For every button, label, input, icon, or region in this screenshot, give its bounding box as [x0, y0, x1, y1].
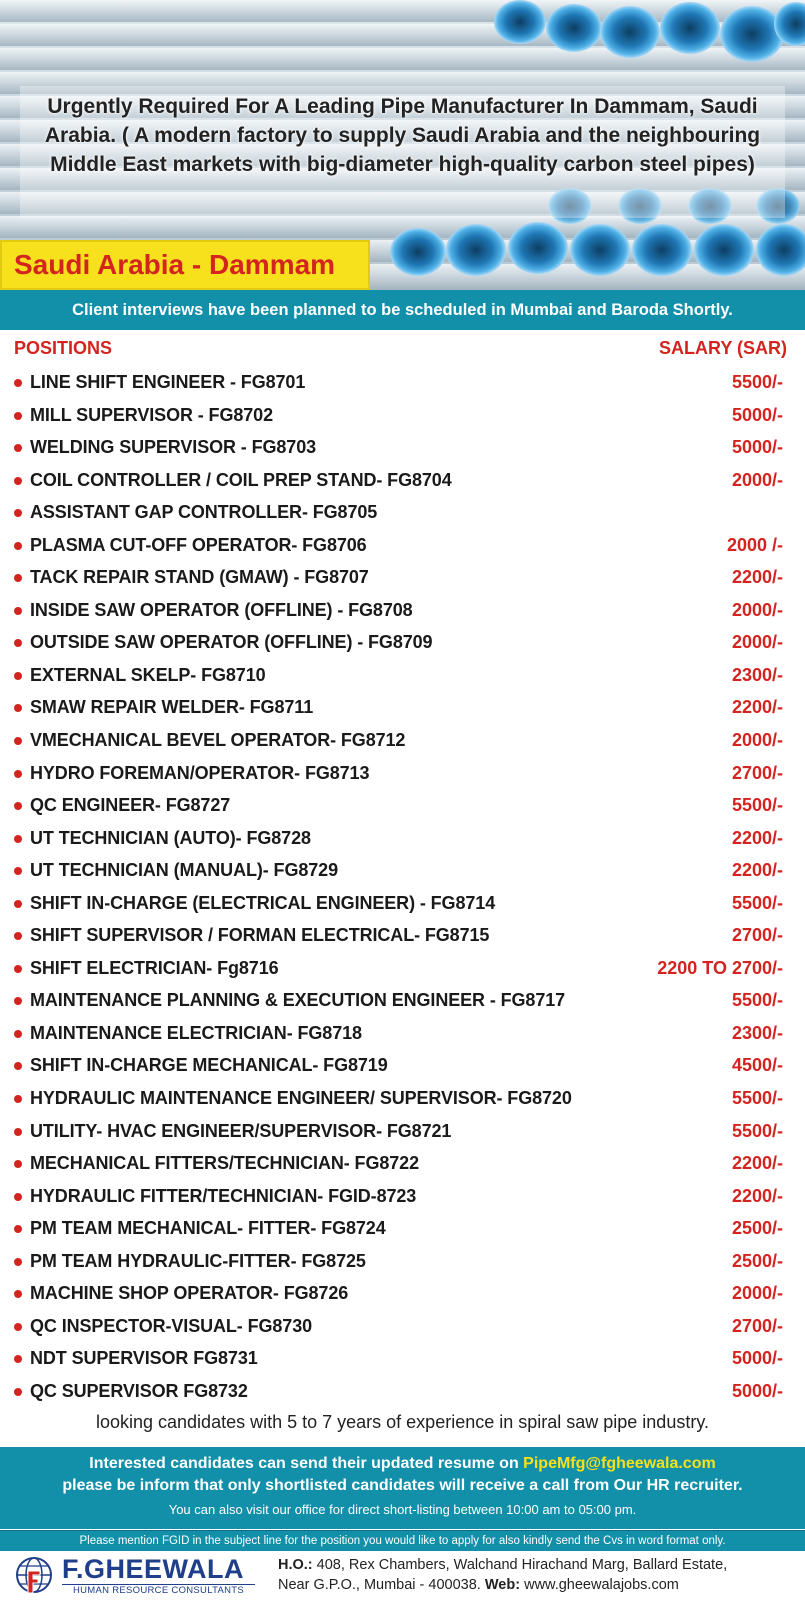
position-title: MECHANICAL FITTERS/TECHNICIAN- FG8722: [30, 1153, 419, 1174]
bullet-icon: [14, 1355, 22, 1363]
position-row: [0, 1342, 805, 1375]
position-salary: 5500/-: [731, 795, 783, 816]
position-title: COIL CONTROLLER / COIL PREP STAND- FG8704: [30, 469, 452, 490]
bullet-icon: [14, 1323, 22, 1331]
position-title: PM TEAM MECHANICAL- FITTER- FG8724: [30, 1218, 386, 1239]
position-title: SHIFT IN-CHARGE MECHANICAL- FG8719: [30, 1055, 388, 1076]
position-row: [0, 822, 805, 855]
bullet-icon: [14, 704, 22, 712]
position-title: SHIFT ELECTRICIAN- Fg8716: [30, 957, 279, 978]
position-title: SHIFT IN-CHARGE (ELECTRICAL ENGINEER) - FG8714: [30, 892, 496, 913]
bullet-icon: [14, 997, 22, 1005]
position-row: [0, 1082, 805, 1115]
position-salary: 5000/-: [731, 1380, 783, 1401]
position-salary: 2300/-: [731, 664, 783, 685]
position-salary: 2200 TO 2700/-: [657, 957, 783, 978]
position-title: HYDRO FOREMAN/OPERATOR- FG8713: [30, 762, 370, 783]
bullet-icon: [14, 932, 22, 940]
bullet-icon: [14, 1193, 22, 1201]
apply-line-email: [0, 1453, 805, 1475]
position-row: [0, 1212, 805, 1245]
position-title: QC ENGINEER- FG8727: [30, 795, 231, 816]
bullet-icon: [14, 672, 22, 680]
position-title: MAINTENANCE PLANNING & EXECUTION ENGINEER - FG8717: [30, 990, 566, 1011]
bullet-icon: [14, 1290, 22, 1298]
bullet-icon: [14, 542, 22, 550]
web-label: Web:: [484, 1577, 521, 1593]
apply-instructions: [0, 1447, 805, 1529]
office-address: [278, 1555, 727, 1595]
position-salary: 5000/-: [731, 437, 783, 458]
bullet-icon: [14, 412, 22, 420]
position-row: [0, 1115, 805, 1148]
bullet-icon: [14, 1062, 22, 1070]
position-salary: 2700/-: [731, 762, 783, 783]
position-row: [0, 659, 805, 692]
position-title: LINE SHIFT ENGINEER - FG8701: [30, 372, 306, 392]
globe-logo-icon: [14, 1555, 54, 1597]
brand-tagline: HUMAN RESOURCE CONSULTANTS: [62, 1584, 255, 1597]
bullet-icon: [14, 1258, 22, 1266]
position-salary: 2200/-: [731, 1153, 783, 1174]
position-row: [0, 626, 805, 659]
bullet-icon: [14, 607, 22, 615]
intro-text: Urgently Required For A Leading Pipe Manufacturer In Dammam, Saudi Arabia. ( A modern factory to supply Saudi Arabia and the neighbouring Middle East markets with big-diameter high-quality carbon steel pipes): [44, 95, 761, 176]
position-title: ASSISTANT GAP CONTROLLER- FG8705: [30, 502, 378, 523]
bullet-icon: [14, 477, 22, 485]
position-row: [0, 594, 805, 627]
position-row: [0, 1147, 805, 1180]
position-salary: 5000/-: [731, 404, 783, 425]
bullet-icon: [14, 802, 22, 810]
position-row: [0, 1049, 805, 1082]
position-title: QC INSPECTOR-VISUAL- FG8730: [30, 1315, 313, 1336]
position-title: WELDING SUPERVISOR - FG8703: [30, 437, 317, 458]
positions-list: [0, 366, 805, 1408]
position-title: PLASMA CUT-OFF OPERATOR- FG8706: [30, 534, 367, 555]
position-row: [0, 887, 805, 920]
bullet-icon: [14, 1095, 22, 1103]
position-salary: 2000/-: [731, 730, 783, 751]
bullet-icon: [14, 900, 22, 908]
bullet-icon: [14, 379, 22, 387]
bullet-icon: [14, 867, 22, 875]
bullet-icon: [14, 574, 22, 582]
position-row: [0, 984, 805, 1017]
position-row: [0, 757, 805, 790]
position-salary: 2200/-: [731, 827, 783, 848]
position-row: [0, 1277, 805, 1310]
position-row: [0, 1310, 805, 1343]
position-salary: 2500/-: [731, 1218, 783, 1239]
resume-email-link[interactable]: PipeMfg@fgheewala.com: [523, 1455, 716, 1472]
shortlist-note: please be inform that only shortlisted candidates will receive a call from Our HR recruiter.: [62, 1477, 743, 1494]
position-salary: 2000 /-: [726, 534, 783, 555]
position-row: [0, 1245, 805, 1278]
position-title: TACK REPAIR STAND (GMAW) - FG8707: [30, 567, 369, 588]
brand-name: F.GHEEWALA: [62, 1554, 245, 1584]
position-title: MILL SUPERVISOR - FG8702: [30, 404, 273, 425]
position-row: [0, 1017, 805, 1050]
position-salary: 5500/-: [731, 1120, 783, 1141]
office-visit-note: You can also visit our office for direct short-listing between 10:00 am to 05:00 pm.: [168, 1502, 637, 1517]
position-row: [0, 431, 805, 464]
position-title: PM TEAM HYDRAULIC-FITTER- FG8725: [30, 1250, 366, 1271]
bullet-icon: [14, 1030, 22, 1038]
bullet-icon: [14, 509, 22, 517]
position-salary: 2000/-: [731, 599, 783, 620]
position-row: [0, 464, 805, 497]
position-row: [0, 1180, 805, 1213]
positions-header: POSITIONS: [14, 338, 113, 358]
position-row: [0, 789, 805, 822]
position-title: INSIDE SAW OPERATOR (OFFLINE) - FG8708: [30, 599, 413, 620]
bullet-icon: [14, 770, 22, 778]
interview-notice: Client interviews have been planned to be scheduled in Mumbai and Baroda Shortly.: [0, 290, 805, 330]
position-title: OUTSIDE SAW OPERATOR (OFFLINE) - FG8709: [30, 632, 433, 653]
position-row: [0, 496, 805, 529]
position-title: SHIFT SUPERVISOR / FORMAN ELECTRICAL- FG8715: [30, 925, 490, 946]
position-salary: 2200/-: [731, 860, 783, 881]
position-row: [0, 724, 805, 757]
position-salary: 2700/-: [731, 925, 783, 946]
position-salary: 2000/-: [731, 1283, 783, 1304]
footer: [0, 1551, 805, 1600]
bullet-icon: [14, 444, 22, 452]
position-salary: 5500/-: [731, 1088, 783, 1109]
website-link[interactable]: www.gheewalajobs.com: [524, 1577, 679, 1593]
position-salary: 5500/-: [731, 892, 783, 913]
location-badge: Saudi Arabia - Dammam: [0, 240, 370, 290]
bullet-icon: [14, 639, 22, 647]
position-salary: 2000/-: [731, 469, 783, 490]
position-row: [0, 399, 805, 432]
position-salary: 2000/-: [731, 632, 783, 653]
position-salary: 2200/-: [731, 567, 783, 588]
position-row: [0, 366, 805, 399]
position-row: [0, 854, 805, 887]
bullet-icon: [14, 1225, 22, 1233]
position-salary: 5000/-: [731, 1348, 783, 1369]
position-row: [0, 919, 805, 952]
apply-prefix: Interested candidates can send their updated resume on: [89, 1455, 524, 1472]
bullet-icon: [14, 835, 22, 843]
address-line-1: 408, Rex Chambers, Walchand Hirachand Marg, Ballard Estate,: [316, 1557, 728, 1573]
bullet-icon: [14, 1160, 22, 1168]
position-title: UT TECHNICIAN (AUTO)- FG8728: [30, 827, 311, 848]
bullet-icon: [14, 737, 22, 745]
position-title: UTILITY- HVAC ENGINEER/SUPERVISOR- FG8721: [30, 1120, 452, 1141]
position-title: UT TECHNICIAN (MANUAL)- FG8729: [30, 860, 339, 881]
fgid-note: Please mention FGID in the subject line for the position you would like to apply for also kindly send the Cvs in word format only.: [0, 1530, 805, 1551]
bullet-icon: [14, 965, 22, 973]
experience-note: looking candidates with 5 to 7 years of experience in spiral saw pipe industry.: [95, 1412, 709, 1432]
position-salary: 2200/-: [731, 697, 783, 718]
position-row: [0, 1375, 805, 1408]
position-title: MAINTENANCE ELECTRICIAN- FG8718: [30, 1022, 362, 1043]
position-title: QC SUPERVISOR FG8732: [30, 1380, 248, 1401]
position-salary: 2200/-: [731, 1185, 783, 1206]
position-title: EXTERNAL SKELP- FG8710: [30, 664, 266, 685]
position-title: HYDRAULIC MAINTENANCE ENGINEER/ SUPERVISOR- FG8720: [30, 1088, 572, 1109]
position-salary: 2700/-: [731, 1315, 783, 1336]
bullet-icon: [14, 1128, 22, 1136]
position-salary: 4500/-: [731, 1055, 783, 1076]
bullet-icon: [14, 1388, 22, 1396]
ho-label: H.O.:: [278, 1557, 313, 1573]
position-row: [0, 529, 805, 562]
position-title: VMECHANICAL BEVEL OPERATOR- FG8712: [30, 730, 406, 751]
position-salary: 5500/-: [731, 372, 783, 392]
position-salary: 2300/-: [731, 1022, 783, 1043]
address-line-2: Near G.P.O., Mumbai - 400038.: [278, 1577, 481, 1593]
position-title: HYDRAULIC FITTER/TECHNICIAN- FGID-8723: [30, 1185, 417, 1206]
position-salary: 2500/-: [731, 1250, 783, 1271]
position-title: NDT SUPERVISOR FG8731: [30, 1348, 258, 1369]
position-title: MACHINE SHOP OPERATOR- FG8726: [30, 1283, 349, 1304]
salary-header: SALARY (SAR): [658, 338, 787, 358]
position-row: [0, 561, 805, 594]
position-row: [0, 691, 805, 724]
position-salary: 5500/-: [731, 990, 783, 1011]
position-title: SMAW REPAIR WELDER- FG8711: [30, 697, 314, 718]
position-row: [0, 952, 805, 985]
